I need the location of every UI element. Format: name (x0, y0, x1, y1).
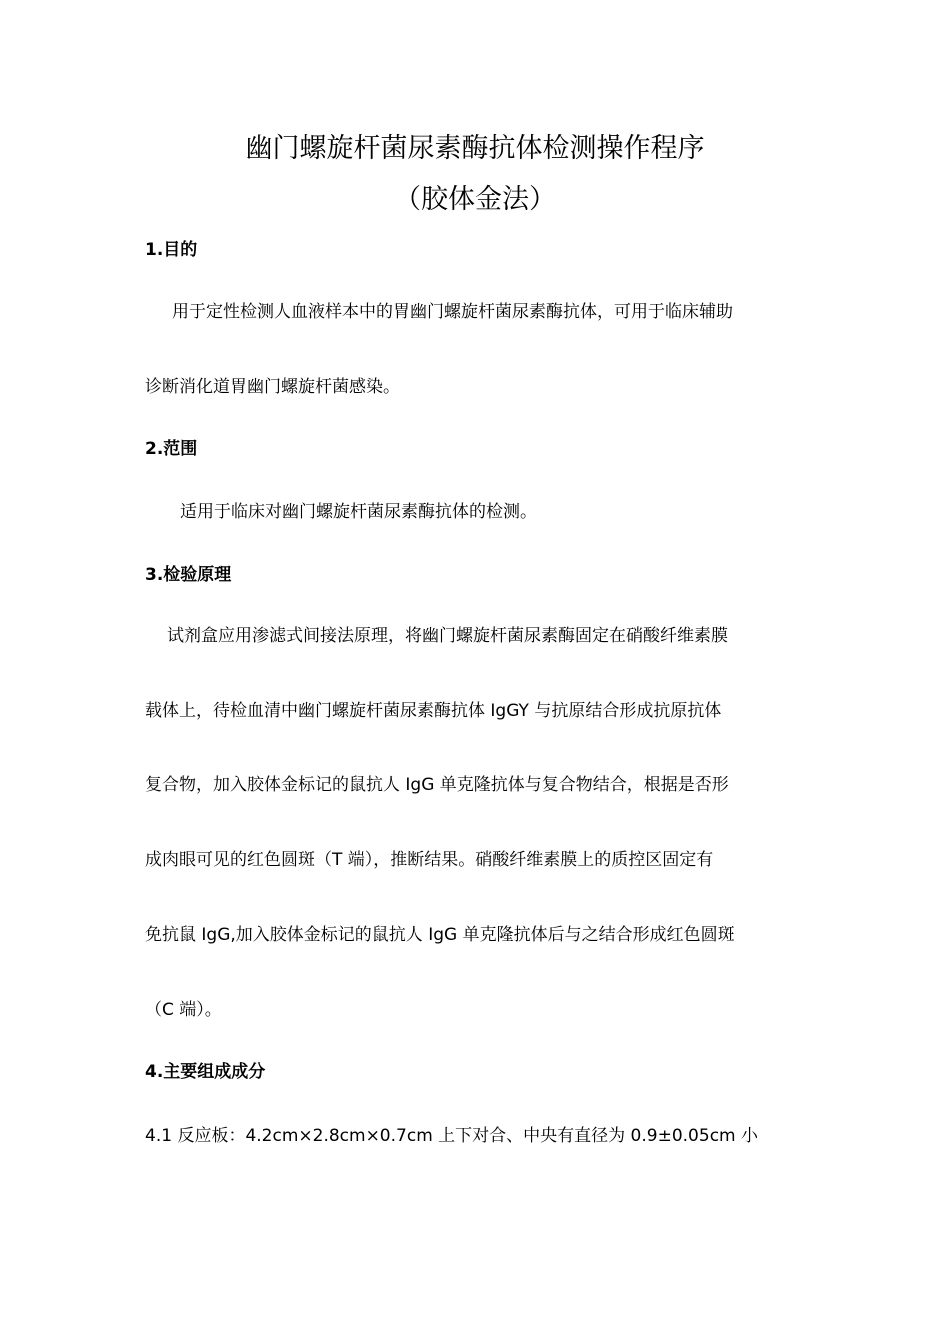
paragraph-line: 诊断消化道胃幽门螺旋杆菌感染。 (145, 377, 400, 397)
paragraph-line: 免抗鼠 IgG,加入胶体金标记的鼠抗人 IgG 单克隆抗体后与之结合形成红色圆斑 (145, 925, 735, 945)
section-heading-principle: 3.检验原理 (145, 565, 232, 585)
paragraph-line: 用于定性检测人血液样本中的胃幽门螺旋杆菌尿素酶抗体，可用于临床辅助 (172, 302, 733, 322)
section-heading-components: 4.主要组成成分 (145, 1062, 266, 1082)
document-subtitle: （胶体金法） (394, 184, 556, 215)
paragraph-line: 成肉眼可见的红色圆斑（T 端），推断结果。硝酸纤维素膜上的质控区固定有 (145, 850, 714, 870)
paragraph-line: （C 端）。 (145, 1000, 222, 1020)
paragraph-line: 复合物，加入胶体金标记的鼠抗人 IgG 单克隆抗体与复合物结合，根据是否形 (145, 775, 729, 795)
paragraph-line: 4.1 反应板：4.2cm×2.8cm×0.7cm 上下对合、中央有直径为 0.9±0.05cm 小 (145, 1126, 759, 1146)
section-heading-scope: 2.范围 (145, 439, 198, 459)
paragraph-line: 试剂盒应用渗滤式间接法原理，将幽门螺旋杆菌尿素酶固定在硝酸纤维素膜 (167, 626, 728, 646)
paragraph-line: 载体上，待检血清中幽门螺旋杆菌尿素酶抗体 IgGY 与抗原结合形成抗原抗体 (145, 701, 722, 721)
section-heading-purpose: 1.目的 (145, 240, 198, 260)
document-title: 幽门螺旋杆菌尿素酶抗体检测操作程序 (245, 133, 705, 164)
paragraph-line: 适用于临床对幽门螺旋杆菌尿素酶抗体的检测。 (180, 502, 537, 522)
